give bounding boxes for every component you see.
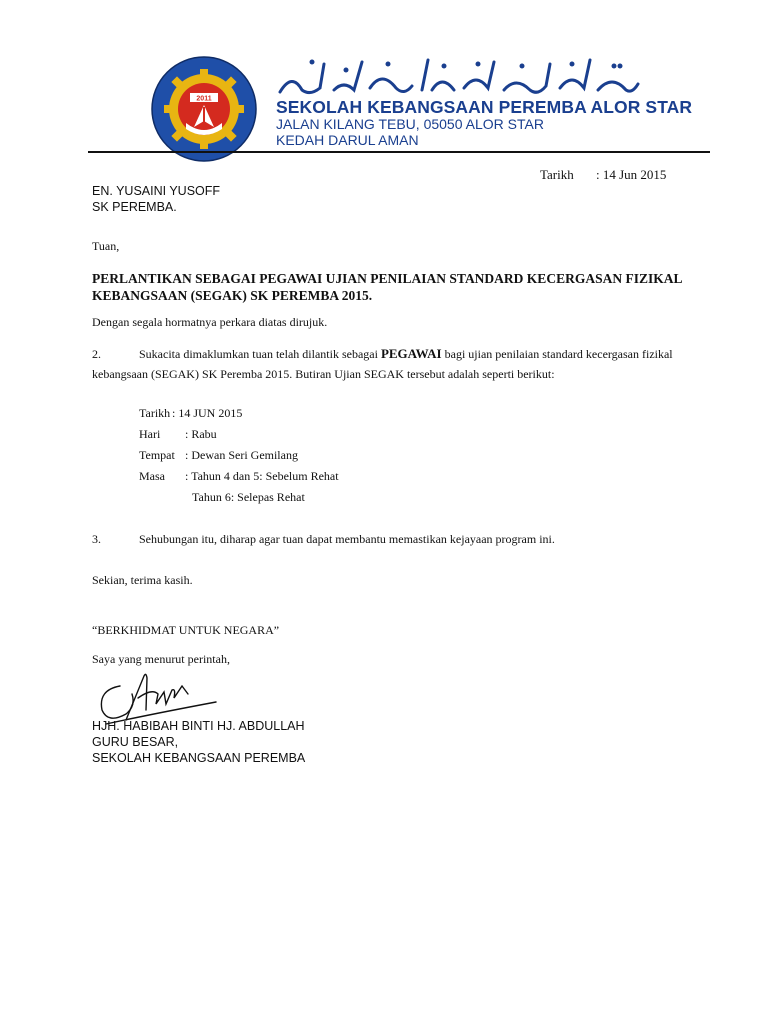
paragraph-3-text: Sehubungan itu, diharap agar tuan dapat membantu memastikan kejayaan program ini. [139,532,555,546]
detail-tarikh-label: Tarikh [139,406,171,420]
signatory-title: GURU BESAR, [92,735,179,749]
motto: “BERKHIDMAT UNTUK NEGARA” [92,623,280,637]
closing-line: Sekian, terima kasih. [92,573,193,587]
date-value: : 14 Jun 2015 [596,167,667,182]
detail-masa-value-2: Tahun 6: Selepas Rehat [192,490,305,504]
detail-tarikh-value: : 14 JUN 2015 [172,406,243,420]
jawi-school-name [272,52,644,102]
detail-hari-label: Hari [139,427,161,441]
recipient-name: EN. YUSAINI YUSOFF [92,184,221,198]
order-line: Saya yang menurut perintah, [92,652,230,666]
paragraph-2 [92,344,702,384]
detail-tempat-label: Tempat [139,448,175,462]
detail-masa-value-1: : Tahun 4 dan 5: Sebelum Rehat [185,469,339,483]
detail-hari-value: : Rabu [185,427,217,441]
paragraph-2-text-before: Sukacita dimaklumkan tuan telah dilantik sebagai [139,347,381,361]
signatory-school: SEKOLAH KEBANGSAAN PEREMBA [92,751,306,765]
school-name: SEKOLAH KEBANGSAAN PEREMBA ALOR STAR [276,97,693,117]
school-logo [150,55,258,163]
letterhead-divider [88,151,710,153]
reference-line: Dengan segala hormatnya perkara diatas dirujuk. [92,315,328,329]
signatory-name: HJH. HABIBAH BINTI HJ. ABDULLAH [92,719,305,733]
paragraph-2-emphasis: PEGAWAI [380,346,442,361]
address-line-1: JALAN KILANG TEBU, 05050 ALOR STAR [276,116,544,132]
recipient-org: SK PEREMBA. [92,200,177,214]
detail-masa-label: Masa [139,469,165,483]
salutation: Tuan, [92,239,120,253]
date-label: Tarikh [540,167,574,182]
logo-year: 2011 [196,95,212,103]
detail-tempat-value: : Dewan Seri Gemilang [185,448,298,462]
address-line-2: KEDAH DARUL AMAN [276,132,419,148]
paragraph-2-text-after: bagi ujian penilaian standard kecergasan fizikal kebangsaan (SEGAK) SK Peremba 2015. Butiran Ujian SEGAK tersebut adalah seperti berikut: [92,347,673,381]
paragraph-2-number: 2. [92,347,101,361]
paragraph-3-number: 3. [92,532,101,546]
letter-subject: PERLANTIKAN SEBAGAI PEGAWAI UJIAN PENILAIAN STANDARD KECERGASAN FIZIKAL KEBANGSAAN (SEGAK) SK PEREMBA 2015. [92,271,682,303]
